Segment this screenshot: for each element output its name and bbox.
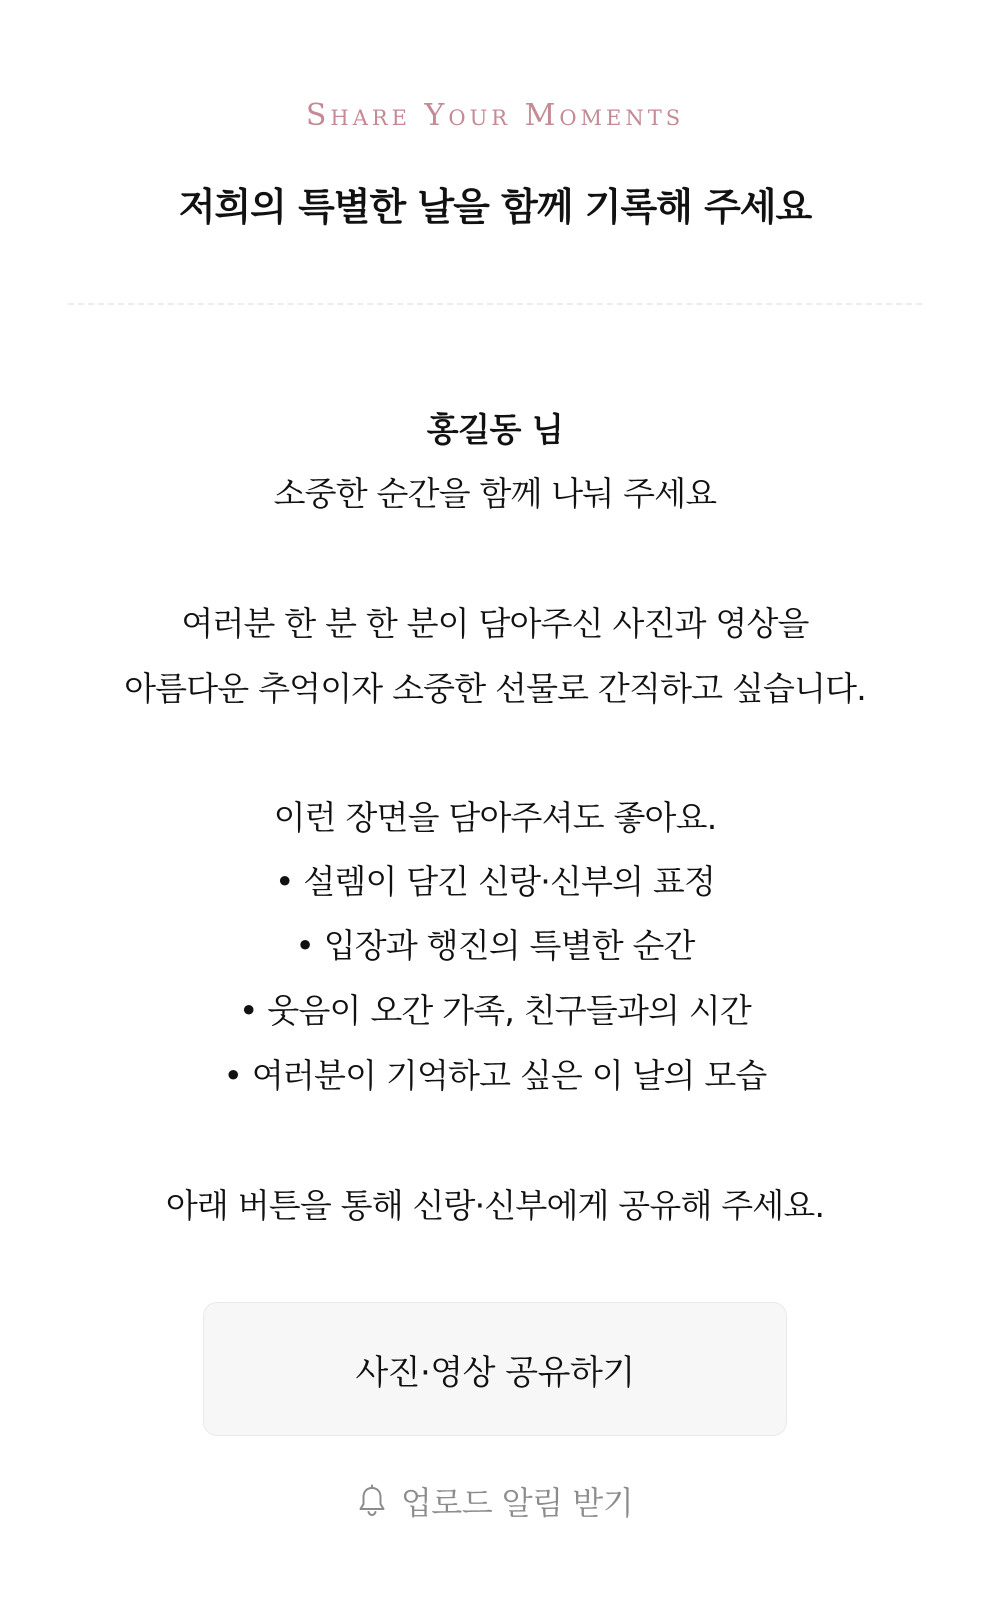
- message-line: 아래 버튼을 통해 신랑·신부에게 공유해 주세요.: [165, 1186, 825, 1225]
- page-title: 저희의 특별한 날을 함께 기록해 주세요: [178, 185, 812, 229]
- message-line: 여러분 한 분 한 분이 담아주신 사진과 영상을: [181, 604, 809, 643]
- list-item: • 웃음이 오간 가족, 친구들과의 시간: [239, 991, 751, 1030]
- section-eyebrow: Share Your Moments: [305, 98, 685, 133]
- share-button-label: 사진·영상 공유하기: [355, 1352, 635, 1393]
- notify-label: 업로드 알림 받기: [400, 1484, 634, 1522]
- message-line: 아름다운 추억이자 소중한 선물로 간직하고 싶습니다.: [124, 669, 866, 708]
- list-item: • 입장과 행진의 특별한 순간: [295, 926, 695, 965]
- bell-icon: [357, 1484, 387, 1518]
- divider: [68, 303, 922, 305]
- upload-notification-link[interactable]: [0, 1478, 990, 1524]
- list-item: • 여러분이 기억하고 싶은 이 날의 모습: [223, 1056, 767, 1095]
- guest-name: 홍길동 님: [426, 410, 564, 449]
- share-media-button[interactable]: [203, 1302, 787, 1436]
- list-item: • 설렘이 담긴 신랑·신부의 표정: [274, 862, 716, 901]
- message-line: 이런 장면을 담아주셔도 좋아요.: [273, 798, 717, 837]
- message-line: 소중한 순간을 함께 나눠 주세요: [273, 474, 717, 513]
